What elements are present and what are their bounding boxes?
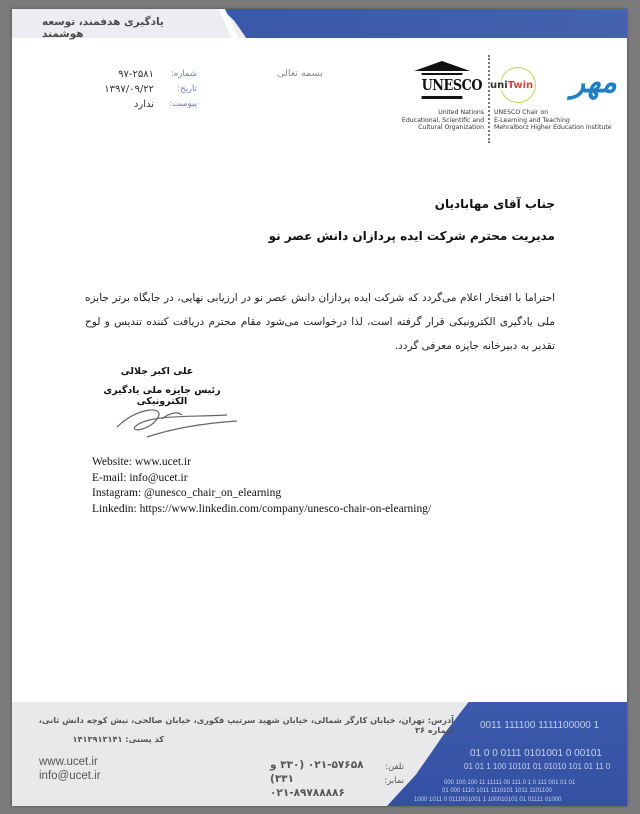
binary-line: 01 000 1110 1011 1110101 1011 1101100 bbox=[442, 788, 552, 794]
letter-number: ۹۷-۲۵۸۱ bbox=[118, 69, 154, 80]
unesco-temple-icon: UNESCO bbox=[414, 61, 470, 105]
mehralborz-logo: مهر bbox=[570, 65, 617, 100]
contact-website: Website: www.ucet.ir bbox=[92, 456, 191, 468]
binary-line: 01 0 0 0111 0101001 0 00101 bbox=[470, 748, 602, 759]
signer-title: رئیس جایزه ملی یادگیری الکترونیکی bbox=[103, 385, 221, 407]
recipient-company: مدیریت محترم شرکت ایده پردازان دانش عصر نو bbox=[268, 229, 555, 243]
binary-line: 000 100 100 11 11111 00 111 0 1 0 111 001 01 01 bbox=[444, 780, 576, 786]
contact-instagram: Instagram: @unesco_chair_on_elearning bbox=[92, 487, 282, 499]
attachment-value: ندارد bbox=[133, 99, 154, 110]
footer-fax: ۰۲۱-۸۹۷۸۸۸۸۶ bbox=[270, 787, 345, 799]
number-label: شماره: bbox=[170, 69, 197, 79]
contact-list bbox=[92, 455, 431, 517]
header-blue-band bbox=[222, 9, 627, 38]
letter-date: ۱۳۹۷/۰۹/۲۲ bbox=[104, 84, 154, 95]
unesco-caption: United Nations Educational, Scientific and Cultural Organization bbox=[401, 109, 484, 131]
binary-line: 01 01 1 100 10101 01 01010 101 01 11 0 bbox=[464, 762, 611, 771]
footer-phone-values bbox=[270, 758, 370, 800]
header-band bbox=[12, 9, 627, 38]
chair-caption: UNESCO Chair on E-Learning and Teaching Mehralborz Higher Education Institute bbox=[494, 109, 612, 131]
footer-band bbox=[12, 702, 627, 806]
signer-name: علی اکبر جلالی bbox=[120, 366, 194, 377]
footer-web bbox=[39, 755, 101, 783]
footer-phone: ۰۲۱-۵۷۶۵۸ (۳۳۰ و ۳۳۱) bbox=[270, 759, 364, 785]
contact-linkedin: Linkedin: https://www.linkedin.com/company/unesco-chair-on-elearning/ bbox=[92, 502, 432, 515]
header-tagline: یادگیری هدفمند، توسعه هوشمند bbox=[42, 16, 164, 40]
date-label: تاریخ: bbox=[177, 84, 197, 94]
binary-line: 0011 111100 1111100000 1 bbox=[480, 720, 600, 731]
footer-address: آدرس: تهران، خیابان کارگر شمالی، خیابان شهید سرتیپ فکوری، خیابان صالحی، نبش کوچه دانش ثانی، شماره ۳۶ bbox=[38, 715, 454, 735]
meta-values bbox=[72, 67, 154, 112]
meta-labels bbox=[157, 67, 197, 112]
footer-email: info@ucet.ir bbox=[39, 770, 101, 782]
letter-body: احتراما با افتخار اعلام می‌گردد که شرکت ایده پردازان دانش عصر نو در ارزیابی نهایی، در جایگاه برتر جایزه ملی یادگیری الکترونیکی قرار گرفته است، لذا درخواست می‌شود مقام محترم دریافت کننده تندیس و لوح تقدیر به دبیرخانه جایزه معرفی گردد. bbox=[85, 292, 555, 352]
footer-website: www.ucet.ir bbox=[39, 756, 98, 768]
contact-email: E-mail: info@ucet.ir bbox=[92, 471, 188, 484]
signature-icon bbox=[107, 397, 247, 447]
footer-phone-labels: تلفن: نمابر: bbox=[384, 762, 404, 786]
unesco-logo bbox=[384, 61, 484, 141]
unitwin-logo: uniTwin bbox=[490, 67, 546, 105]
addressee: جناب آقای مهابادیان bbox=[434, 197, 555, 211]
attachment-label: پیوست: bbox=[169, 99, 197, 109]
footer-postal-code: کد پستی: ۱۴۱۳۹۱۳۱۴۱ bbox=[72, 734, 164, 744]
binary-line: 1000 1011 0 0111001001 1 100010101 01 01111 01000 bbox=[414, 797, 562, 803]
bismillah: بسمه تعالی bbox=[277, 68, 323, 79]
letter-page bbox=[12, 9, 627, 806]
